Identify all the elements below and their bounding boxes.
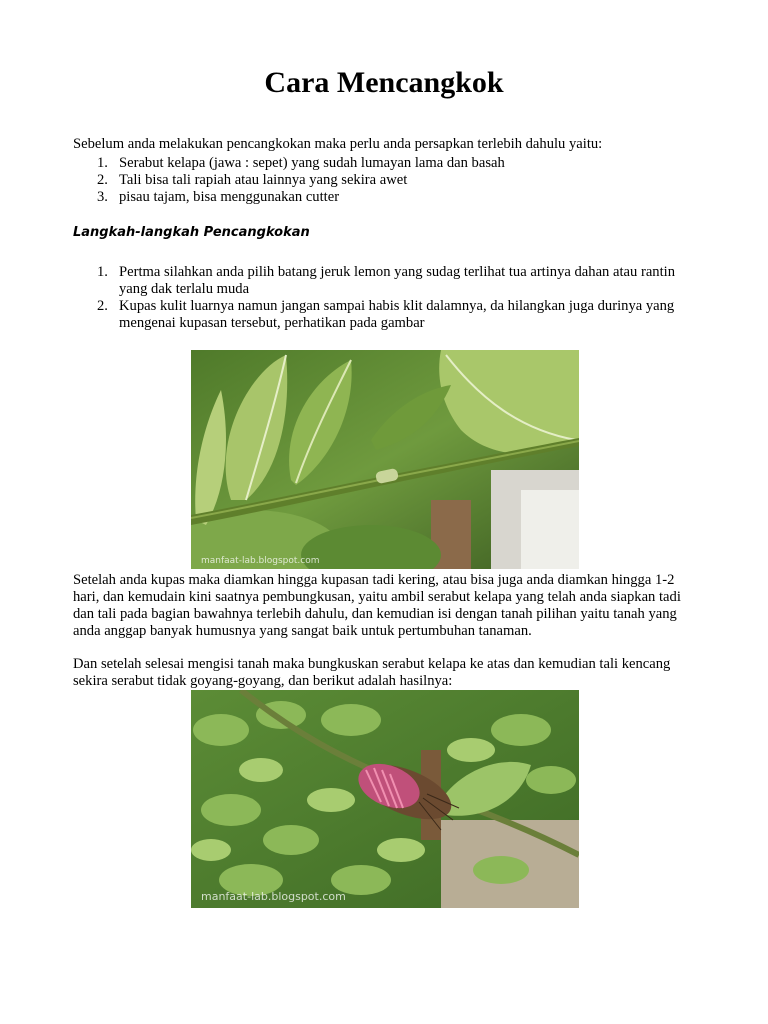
page-title: Cara Mencangkok: [264, 66, 504, 99]
steps-heading: Langkah-langkah Pencangkokan: [73, 225, 310, 240]
photo-watermark: manfaat-lab.blogspot.com: [201, 890, 346, 903]
materials-list: [73, 155, 693, 206]
wrapped-graft-illustration: [191, 690, 579, 908]
list-item: 2. Kupas kulit luarnya namun jangan sampai habis klit dalamnya, da hilangkan juga durinya yang mengenai kupasan tersebut, perhatikan pada gambar: [97, 298, 675, 331]
list-item: 2. Tali bisa tali rapiah atau lainnya yang sekira awet: [97, 172, 408, 188]
list-item: 1. Pertma silahkan anda pilih batang jeruk lemon yang sudag terlihat tua artinya dahan atau rantin yang dak terlalu muda: [97, 264, 676, 297]
list-item: 1. Serabut kelapa (jawa : sepet) yang sudah lumayan lama dan basah: [97, 155, 505, 171]
steps-list: [73, 264, 693, 332]
paragraph-drying: Setelah anda kupas maka diamkan hingga kupasan tadi kering, atau bisa juga anda diamkan hingga 1-2 hari, dan kemudain kini saatnya pembungkusan, yaitu ambil serabut kelapa yang telah anda siapkan tadi dan tali pada bagian bawahnya terlebih dahulu, dan kemudian isi dengan tanah pilihan yaitu tanah yang anda anggap banyak humusnya yang sangat baik untuk pertumbuhan tanaman.: [73, 572, 681, 639]
peeled-branch-illustration: [191, 350, 579, 569]
photo-watermark: manfaat-lab.blogspot.com: [201, 556, 320, 566]
list-item: 3. pisau tajam, bisa menggunakan cutter: [97, 189, 340, 205]
paragraph-wrapping: Dan setelah selesai mengisi tanah maka bungkuskan serabut kelapa ke atas dan kemudian tali kencang sekira serabut tidak goyang-goyang, dan berikut adalah hasilnya:: [73, 656, 671, 689]
intro-paragraph: Sebelum anda melakukan pencangkokan maka perlu anda persapkan terlebih dahulu yaitu:: [73, 136, 603, 152]
photo-peeled-branch: [191, 350, 579, 569]
photo-wrapped-graft: [191, 690, 579, 908]
